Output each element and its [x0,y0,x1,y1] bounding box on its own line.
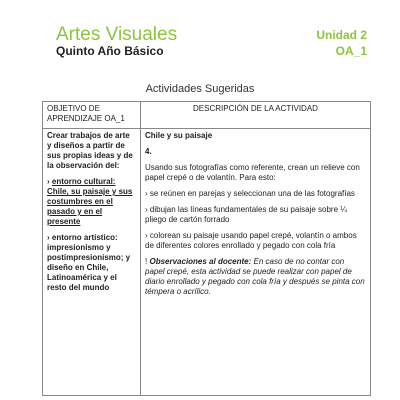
objective-item-marker: › [47,177,50,186]
activity-intro: Usando sus fotografías como referente, crean un relieve con papel crepé o de volantín. Para esto: [145,163,360,182]
objective-item-cultural-text: entorno cultural: Chile, su paisaje y sus costumbres en el pasado y en el presente [47,177,133,226]
description-cell [141,129,371,396]
activities-table [42,101,371,396]
activity-step: › dibujan las líneas fundamentales de su paisaje sobre ¼ pliego de cartón forrado [145,205,347,224]
objective-item-artistic [47,233,136,293]
description-column-header: DESCRIPCIÓN DE LA ACTIVIDAD [141,102,371,129]
activity-step: › se reúnen en parejas y seleccionan una de las fotografías [145,189,355,198]
header-unit: Unidad 2 [316,28,367,42]
activity-number: 4. [145,147,152,156]
note-label: Observaciones al docente: [149,257,252,266]
note-marker: ! [145,257,148,266]
objective-cell [43,129,141,396]
header-objective-code: OA_1 [335,44,367,58]
table-row [43,129,371,396]
note-text: En caso de no contar con papel crepé, esta actividad se puede realizar con papel de diario enrollado y pegado con cola fría y después se pinta con témpera o acrílico. [145,257,365,296]
header-grade: Quinto Año Básico [56,44,164,58]
objective-item-artistic-text: entorno artístico: impresionismo y postimpresionismo; y diseño en Chile, Latinoamérica y el resto del mundo [47,233,131,292]
objective-intro: Crear trabajos de arte y diseños a partir de sus propias ideas y de la observación del: [47,131,133,170]
table-header-row [43,102,371,129]
objective-column-header: OBJETIVO DE APRENDIZAJE OA_1 [43,102,141,129]
activity-title: Chile y su paisaje [145,131,213,140]
objective-item-marker: › [47,233,50,242]
activity-step: › colorean su paisaje usando papel crepé, volantín o ambos de diferentes colores enrollado y pegado con cola fría [145,231,357,250]
header-subject: Artes Visuales [56,24,178,45]
section-title: Actividades Sugeridas [145,83,255,95]
teacher-note [145,257,366,297]
objective-item-cultural [47,177,136,227]
